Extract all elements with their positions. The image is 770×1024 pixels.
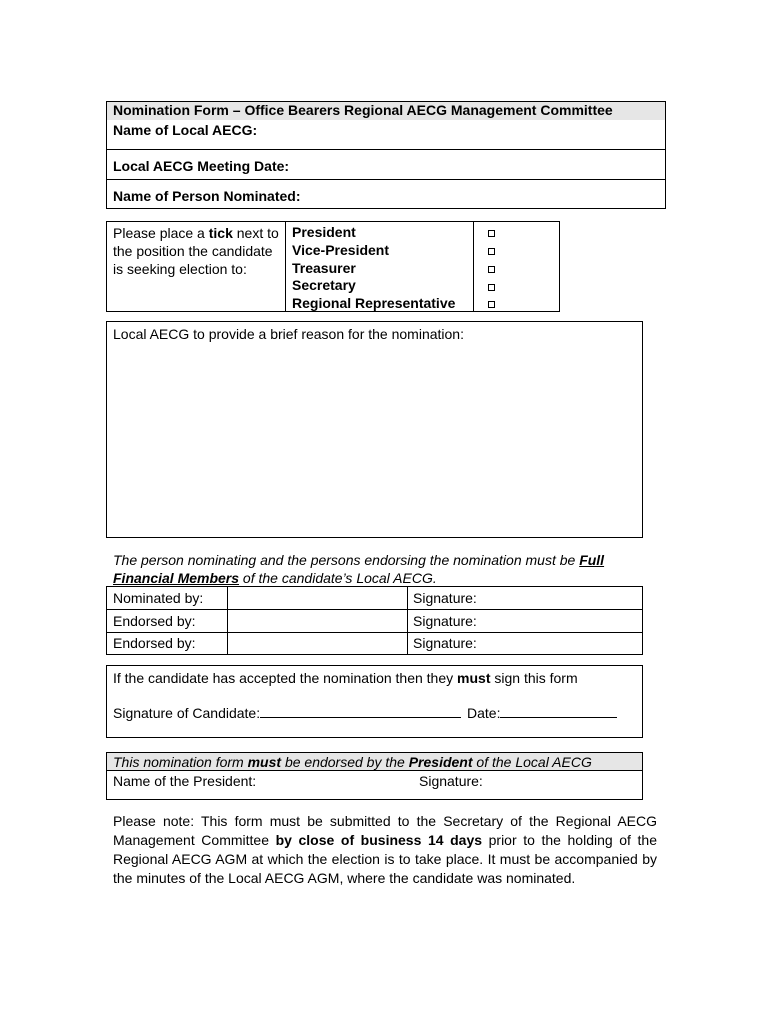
endorsement-table: [106, 586, 643, 655]
candidate-acceptance-box: [106, 665, 643, 738]
candidate-date-line[interactable]: [500, 717, 617, 718]
checkbox-regional-representative[interactable]: [488, 301, 495, 308]
meeting-date-row[interactable]: [107, 150, 665, 180]
president-box: [106, 752, 643, 800]
form-title: Nomination Form – Office Bearers Regional AECG Management Committee: [113, 102, 613, 118]
endorsed-by-label-1: Endorsed by:: [113, 613, 196, 629]
candidate-signature-line[interactable]: [260, 717, 461, 718]
candidate-signature-row: [113, 705, 617, 721]
nominated-by-name-cell[interactable]: [228, 587, 407, 609]
endorser-signature-label-1: Signature:: [413, 613, 477, 629]
local-aecg-label: Name of Local AECG:: [113, 122, 258, 138]
endorsed-by-name-cell-1[interactable]: [228, 610, 407, 632]
candidate-signature-label: Signature of Candidate:: [113, 705, 261, 721]
position-secretary: Secretary: [292, 277, 356, 294]
endorse-divider-2: [407, 587, 408, 654]
candidate-date-label: Date:: [467, 705, 501, 721]
form-title-row: [107, 102, 665, 120]
person-nominated-label: Name of Person Nominated:: [113, 188, 301, 204]
header-table: [106, 101, 666, 209]
person-nominated-row[interactable]: [107, 180, 665, 209]
position-regional-representative: Regional Representative: [292, 295, 456, 312]
reason-label: Local AECG to provide a brief reason for the nomination:: [113, 326, 464, 342]
position-treasurer: Treasurer: [292, 259, 356, 276]
checkbox-treasurer[interactable]: [488, 266, 495, 273]
president-name-label: Name of the President:: [113, 773, 257, 789]
nominator-signature-label: Signature:: [413, 590, 477, 606]
president-header-text: This nomination form must be endorsed by the President of the Local AECG: [113, 754, 592, 770]
position-list: [292, 224, 455, 313]
candidate-acceptance-text: If the candidate has accepted the nomination then they must sign this form: [113, 670, 578, 686]
position-divider-1: [285, 222, 286, 311]
position-president: President: [292, 224, 356, 240]
president-signature-label: Signature:: [419, 773, 483, 789]
submission-note: Please note: This form must be submitted to the Secretary of the Regional AECG Management Committee by close of business 14 days prior to the holding of the Regional AECG AGM at which the election is to take place. It must be accompanied by the minutes of the Local AECG AGM, where the candidate was nominated.: [113, 813, 657, 886]
nominated-by-label: Nominated by:: [113, 590, 204, 606]
endorsement-note: The person nominating and the persons endorsing the nomination must be Full Financial Members of the candidate’s Local AECG.: [113, 552, 605, 586]
endorsed-by-label-2: Endorsed by:: [113, 635, 196, 651]
position-table: [106, 221, 560, 312]
meeting-date-label: Local AECG Meeting Date:: [113, 158, 290, 174]
president-name-field[interactable]: [277, 771, 417, 799]
endorser-signature-label-2: Signature:: [413, 635, 477, 651]
reason-box[interactable]: [106, 321, 643, 538]
position-vice-president: Vice-President: [292, 241, 390, 258]
president-signature-field[interactable]: [497, 771, 637, 799]
checkbox-secretary[interactable]: [488, 284, 495, 291]
local-aecg-row[interactable]: [107, 120, 665, 150]
endorsed-by-name-cell-2[interactable]: [228, 633, 407, 654]
checkbox-president[interactable]: [488, 230, 495, 237]
position-instruction: Please place a tick next to the position the candidate is seeking election to:: [113, 225, 279, 277]
checkbox-vice-president[interactable]: [488, 248, 495, 255]
position-divider-2: [473, 222, 474, 311]
